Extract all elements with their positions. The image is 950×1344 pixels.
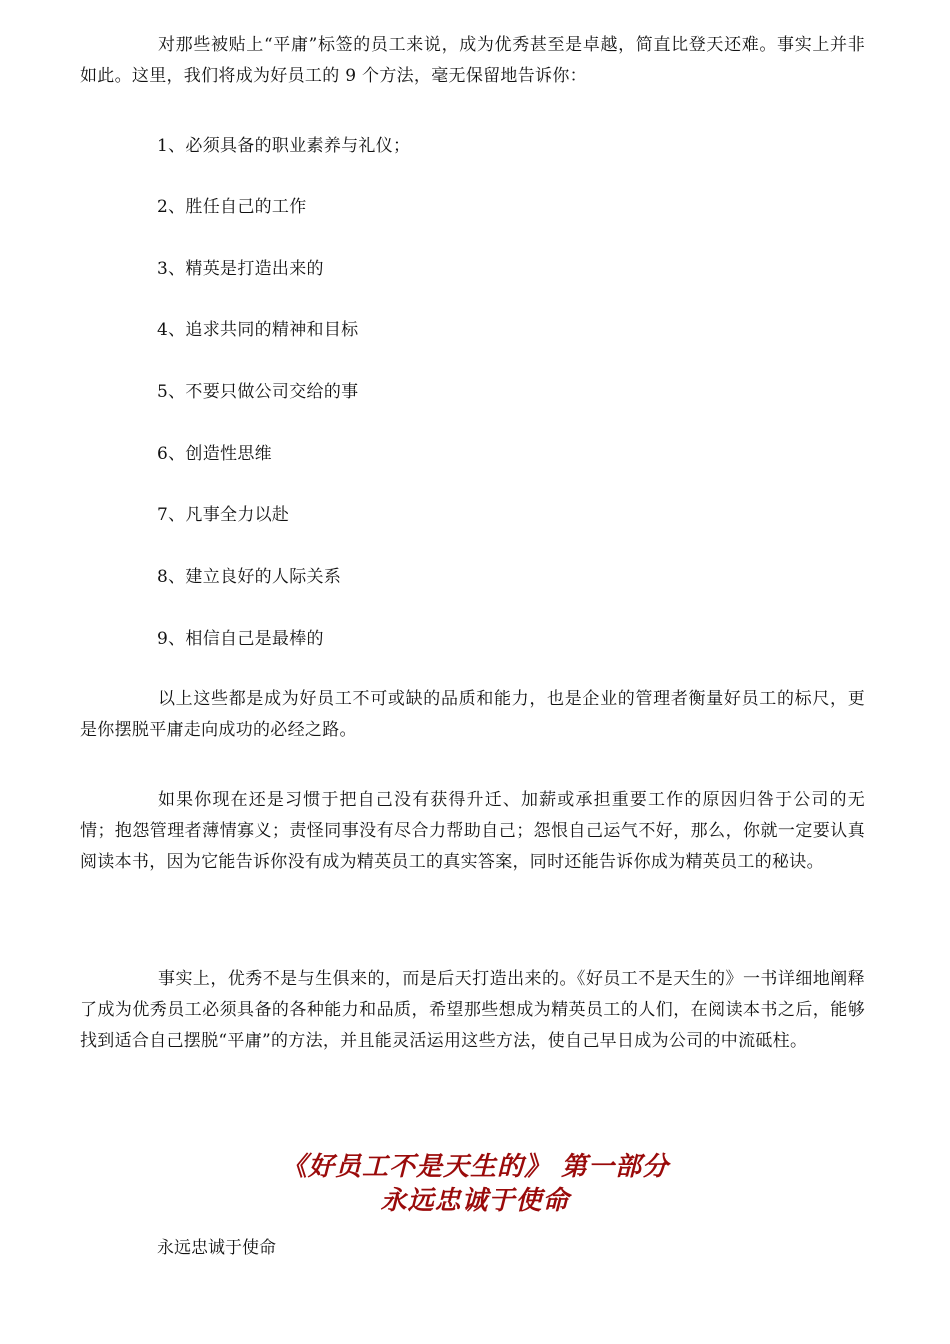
method-item-9: 9、相信自己是最棒的	[157, 629, 324, 649]
method-item-3: 3、精英是打造出来的	[157, 259, 324, 279]
advice-paragraph: 如果你现在还是习惯于把自己没有获得升迁、加薪或承担重要工作的原因归咎于公司的无情；抱怨管理者薄情寡义；责怪同事没有尽合力帮助自己；怨恨自己运气不好，那么，你就一定要认真阅读本书，因为它能告诉你没有成为精英员工的真实答案，同时还能告诉你成为精英员工的秘诀。	[80, 790, 865, 872]
section-label: 永远忠诚于使命	[157, 1238, 276, 1258]
part-subtitle: 永远忠诚于使命	[380, 1186, 570, 1216]
method-item-6: 6、创造性思维	[157, 444, 272, 464]
method-item-8: 8、建立良好的人际关系	[157, 567, 342, 587]
method-item-1: 1、必须具备的职业素养与礼仪；	[157, 136, 411, 156]
summary-paragraph: 以上这些都是成为好员工不可或缺的品质和能力，也是企业的管理者衡量好员工的标尺，更是你摆脱平庸走向成功的必经之路。	[80, 689, 865, 740]
conclusion-paragraph: 事实上，优秀不是与生俱来的，而是后天打造出来的。《好员工不是天生的》一书详细地阐释了成为优秀员工必须具备的各种能力和品质，希望那些想成为精英员工的人们，在阅读本书之后，能够找到适合自己摆脱“平庸”的方法，并且能灵活运用这些方法，使自己早日成为公司的中流砥柱。	[80, 969, 865, 1051]
part-title: 《好员工不是天生的》 第一部分	[280, 1152, 670, 1182]
method-item-7: 7、凡事全力以赴	[157, 505, 290, 525]
method-item-4: 4、追求共同的精神和目标	[157, 320, 359, 340]
method-item-5: 5、不要只做公司交给的事	[157, 382, 359, 402]
intro-paragraph: 对那些被贴上“平庸”标签的员工来说，成为优秀甚至是卓越，简直比登天还难。事实上并非如此。这里，我们将成为好员工的 9 个方法，毫无保留地告诉你：	[80, 35, 865, 86]
method-item-2: 2、胜任自己的工作	[157, 197, 307, 217]
